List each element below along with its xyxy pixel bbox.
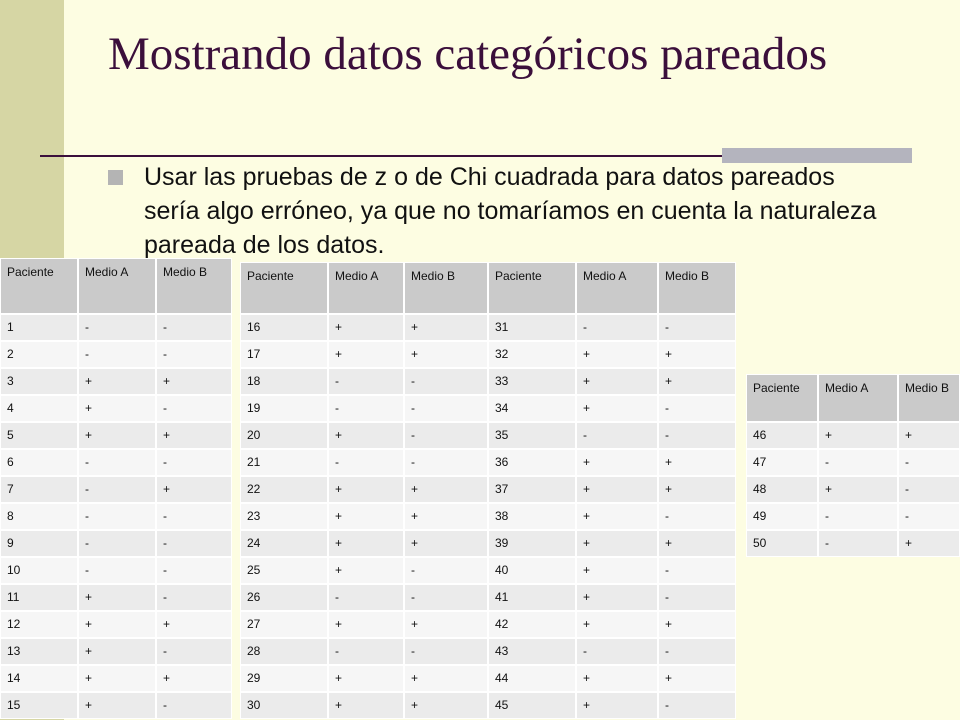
table-row (0, 314, 232, 341)
table-cell: 41 (488, 584, 576, 611)
table-cell: 10 (0, 557, 78, 584)
table-cell: - (658, 395, 736, 422)
table-cell: 13 (0, 638, 78, 665)
table-row (0, 665, 232, 692)
table-cell: + (156, 665, 232, 692)
table-cell: - (156, 557, 232, 584)
header-medio-a: Medio A (328, 262, 404, 314)
table-cell: - (404, 557, 488, 584)
table-cell: + (78, 611, 156, 638)
table-cell: - (78, 557, 156, 584)
table-cell: + (576, 611, 658, 638)
table-cell: + (328, 557, 404, 584)
table-cell: 26 (240, 584, 328, 611)
table-cell: 45 (488, 692, 576, 719)
table-cell: - (78, 530, 156, 557)
table-cell: + (78, 395, 156, 422)
table-cell: 31 (488, 314, 576, 341)
header-medio-a: Medio A (78, 258, 156, 314)
table-cell: - (576, 422, 658, 449)
table-row (240, 557, 736, 584)
table-cell: + (328, 692, 404, 719)
table-cell: - (78, 503, 156, 530)
header-paciente: Paciente (0, 258, 78, 314)
table-cell: - (898, 449, 960, 476)
table-cell: + (78, 584, 156, 611)
header-medio-b: Medio B (156, 258, 232, 314)
table-cell: 49 (746, 503, 818, 530)
table-cell: - (78, 476, 156, 503)
table-cell: + (576, 584, 658, 611)
table-cell: - (404, 584, 488, 611)
table-cell: 44 (488, 665, 576, 692)
table-cell: + (576, 395, 658, 422)
table-cell: - (156, 314, 232, 341)
table-cell: 7 (0, 476, 78, 503)
header-paciente-2: Paciente (488, 262, 576, 314)
table-row (240, 341, 736, 368)
table-cell: 46 (746, 422, 818, 449)
table-cell: + (818, 422, 898, 449)
table-row (240, 314, 736, 341)
table-cell: 6 (0, 449, 78, 476)
table-cell: + (404, 611, 488, 638)
table-cell: + (78, 638, 156, 665)
table-header-row (746, 374, 960, 422)
table-cell: 30 (240, 692, 328, 719)
table-cell: - (156, 584, 232, 611)
table-cell: 16 (240, 314, 328, 341)
table-cell: - (328, 584, 404, 611)
table-cell: + (328, 611, 404, 638)
table-cell: + (658, 476, 736, 503)
table-cell: + (156, 422, 232, 449)
table-cell: 1 (0, 314, 78, 341)
patients-table-46-50 (746, 374, 960, 557)
table-cell: 32 (488, 341, 576, 368)
table-cell: + (404, 692, 488, 719)
table-cell: 14 (0, 665, 78, 692)
table-header-row (240, 262, 736, 314)
table-cell: + (78, 368, 156, 395)
table-cell: - (404, 422, 488, 449)
table-cell: 21 (240, 449, 328, 476)
table-cell: 20 (240, 422, 328, 449)
table-cell: 35 (488, 422, 576, 449)
table-row (0, 692, 232, 719)
table-cell: + (328, 476, 404, 503)
table-cell: 33 (488, 368, 576, 395)
table-cell: + (156, 476, 232, 503)
table-cell: + (404, 665, 488, 692)
table-cell: - (78, 341, 156, 368)
header-paciente: Paciente (746, 374, 818, 422)
table-cell: 17 (240, 341, 328, 368)
table-cell: - (658, 638, 736, 665)
table-cell: - (156, 341, 232, 368)
table-cell: + (658, 341, 736, 368)
table-row (0, 422, 232, 449)
table-row (240, 692, 736, 719)
header-medio-a: Medio A (818, 374, 898, 422)
table-cell: 27 (240, 611, 328, 638)
table-row (0, 368, 232, 395)
table-row (0, 611, 232, 638)
table-cell: + (658, 449, 736, 476)
table-row (0, 557, 232, 584)
table-cell: - (156, 449, 232, 476)
table-cell: + (78, 665, 156, 692)
table-row (240, 422, 736, 449)
table-cell: 12 (0, 611, 78, 638)
table-row (0, 395, 232, 422)
table-cell: + (576, 503, 658, 530)
table-row (746, 503, 960, 530)
table-cell: - (898, 503, 960, 530)
table-cell: + (404, 341, 488, 368)
table-cell: - (818, 530, 898, 557)
patients-table-16-45 (240, 262, 736, 719)
table-cell: 36 (488, 449, 576, 476)
table-row (0, 341, 232, 368)
table-cell: - (818, 449, 898, 476)
table-cell: - (404, 449, 488, 476)
table-cell: - (658, 557, 736, 584)
table-cell: + (658, 368, 736, 395)
table-row (240, 449, 736, 476)
table-cell: + (328, 341, 404, 368)
table-cell: + (576, 557, 658, 584)
table-cell: + (328, 503, 404, 530)
table-cell: 43 (488, 638, 576, 665)
patients-table-1-15 (0, 258, 232, 719)
table-cell: - (78, 449, 156, 476)
table-cell: 37 (488, 476, 576, 503)
table-cell: + (404, 314, 488, 341)
table-cell: + (658, 611, 736, 638)
table-row (746, 422, 960, 449)
table-cell: 3 (0, 368, 78, 395)
table-cell: - (328, 395, 404, 422)
table-cell: - (898, 476, 960, 503)
table-cell: 9 (0, 530, 78, 557)
table-cell: + (898, 530, 960, 557)
table-cell: - (328, 368, 404, 395)
table-cell: - (156, 530, 232, 557)
table-cell: 48 (746, 476, 818, 503)
table-cell: 18 (240, 368, 328, 395)
table-cell: 29 (240, 665, 328, 692)
table-cell: 4 (0, 395, 78, 422)
table-row (746, 476, 960, 503)
table-cell: - (658, 692, 736, 719)
table-cell: - (404, 395, 488, 422)
slide-title: Mostrando datos categóricos pareados (108, 28, 828, 80)
table-cell: 5 (0, 422, 78, 449)
table-cell: + (576, 665, 658, 692)
header-medio-b-2: Medio B (658, 262, 736, 314)
header-medio-b: Medio B (898, 374, 960, 422)
table-cell: - (658, 422, 736, 449)
table-cell: 15 (0, 692, 78, 719)
table-cell: + (576, 476, 658, 503)
table-cell: 50 (746, 530, 818, 557)
table-cell: 11 (0, 584, 78, 611)
table-body (746, 422, 960, 557)
table-row (0, 476, 232, 503)
table-cell: 42 (488, 611, 576, 638)
table-cell: - (818, 503, 898, 530)
table-cell: + (576, 368, 658, 395)
table-row (240, 611, 736, 638)
bullet-item (108, 160, 888, 258)
table-cell: + (404, 503, 488, 530)
table-cell: - (404, 638, 488, 665)
table-row (0, 638, 232, 665)
table-cell: + (576, 341, 658, 368)
table-cell: + (156, 611, 232, 638)
table-row (0, 530, 232, 557)
table-cell: + (404, 530, 488, 557)
table-cell: + (328, 422, 404, 449)
table-cell: - (576, 314, 658, 341)
bullet-square-icon (108, 170, 123, 185)
table-row (0, 503, 232, 530)
table-cell: 47 (746, 449, 818, 476)
table-cell: - (658, 503, 736, 530)
table-cell: + (658, 530, 736, 557)
table-cell: - (78, 314, 156, 341)
table-cell: + (78, 692, 156, 719)
bullet-text: Usar las pruebas de z o de Chi cuadrada para datos pareados sería algo erróneo, ya que no tomaríamos en cuenta la naturaleza pareada de los datos. (144, 163, 877, 258)
table-cell: 8 (0, 503, 78, 530)
header-medio-a-2: Medio A (576, 262, 658, 314)
table-cell: - (156, 503, 232, 530)
table-row (0, 449, 232, 476)
table-cell: + (78, 422, 156, 449)
table-row (746, 530, 960, 557)
table-cell: - (156, 638, 232, 665)
table-cell: 22 (240, 476, 328, 503)
table-row (240, 503, 736, 530)
table-row (240, 584, 736, 611)
table-cell: + (404, 476, 488, 503)
table-cell: + (328, 665, 404, 692)
table-row (746, 449, 960, 476)
table-cell: + (156, 368, 232, 395)
table-cell: 23 (240, 503, 328, 530)
table-cell: 19 (240, 395, 328, 422)
table-row (240, 476, 736, 503)
table-cell: 40 (488, 557, 576, 584)
table-row (240, 638, 736, 665)
table-cell: 2 (0, 341, 78, 368)
table-cell: + (328, 314, 404, 341)
table-row (240, 665, 736, 692)
table-cell: - (404, 368, 488, 395)
table-body (240, 314, 736, 719)
table-cell: + (576, 449, 658, 476)
header-paciente: Paciente (240, 262, 328, 314)
table-cell: + (898, 422, 960, 449)
table-row (0, 584, 232, 611)
table-cell: - (156, 692, 232, 719)
table-cell: + (658, 665, 736, 692)
table-cell: - (576, 638, 658, 665)
table-cell: 39 (488, 530, 576, 557)
table-cell: + (328, 530, 404, 557)
table-cell: 25 (240, 557, 328, 584)
table-cell: - (156, 395, 232, 422)
table-row (240, 530, 736, 557)
table-row (240, 395, 736, 422)
table-cell: + (576, 692, 658, 719)
table-cell: 34 (488, 395, 576, 422)
table-cell: 24 (240, 530, 328, 557)
table-cell: + (818, 476, 898, 503)
table-cell: 38 (488, 503, 576, 530)
table-cell: + (576, 530, 658, 557)
table-cell: - (658, 314, 736, 341)
table-cell: - (328, 449, 404, 476)
table-cell: 28 (240, 638, 328, 665)
table-body (0, 314, 232, 719)
table-cell: - (658, 584, 736, 611)
table-cell: - (328, 638, 404, 665)
header-medio-b: Medio B (404, 262, 488, 314)
table-header-row (0, 258, 232, 314)
table-row (240, 368, 736, 395)
